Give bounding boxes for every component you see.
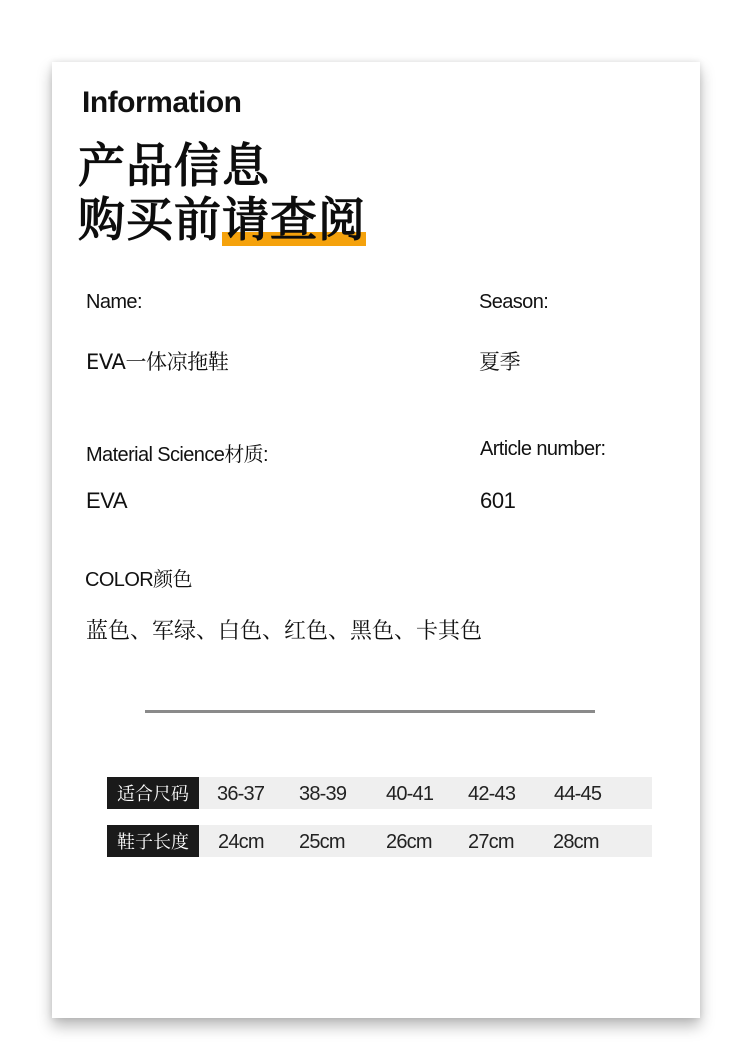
size-cell: 44-45 (554, 783, 602, 805)
length-cell: 25cm (299, 831, 345, 853)
color-label: COLOR颜色 (85, 569, 192, 591)
length-cell: 24cm (218, 831, 264, 853)
size-cell: 40-41 (386, 783, 434, 805)
headline-line-1: 产品信息 (78, 139, 270, 194)
length-cell: 26cm (386, 831, 432, 853)
length-row (107, 825, 652, 857)
name-value: EVA一体凉拖鞋 (86, 350, 229, 374)
article-value: 601 (480, 488, 516, 513)
headline-highlight: 请查阅 (222, 193, 366, 248)
size-cell: 42-43 (468, 783, 516, 805)
headline-plain: 购买前 (78, 193, 222, 248)
info-title: Information (82, 86, 242, 119)
season-label: Season: (479, 291, 549, 313)
color-value: 蓝色、军绿、白色、红色、黑色、卡其色 (86, 619, 483, 644)
headline-line-2 (78, 194, 750, 248)
length-cell: 28cm (553, 831, 599, 853)
name-label: Name: (86, 291, 142, 313)
length-cell: 27cm (468, 831, 514, 853)
size-row (107, 777, 652, 809)
material-label: Material Science材质: (86, 444, 268, 466)
section-divider (145, 710, 595, 713)
material-value: EVA (86, 488, 128, 513)
season-value: 夏季 (479, 350, 521, 374)
size-cell: 36-37 (217, 783, 265, 805)
size-row-header: 适合尺码 (107, 777, 199, 809)
size-cell: 38-39 (299, 783, 347, 805)
article-label: Article number: (480, 438, 606, 460)
length-row-header: 鞋子长度 (107, 825, 199, 857)
